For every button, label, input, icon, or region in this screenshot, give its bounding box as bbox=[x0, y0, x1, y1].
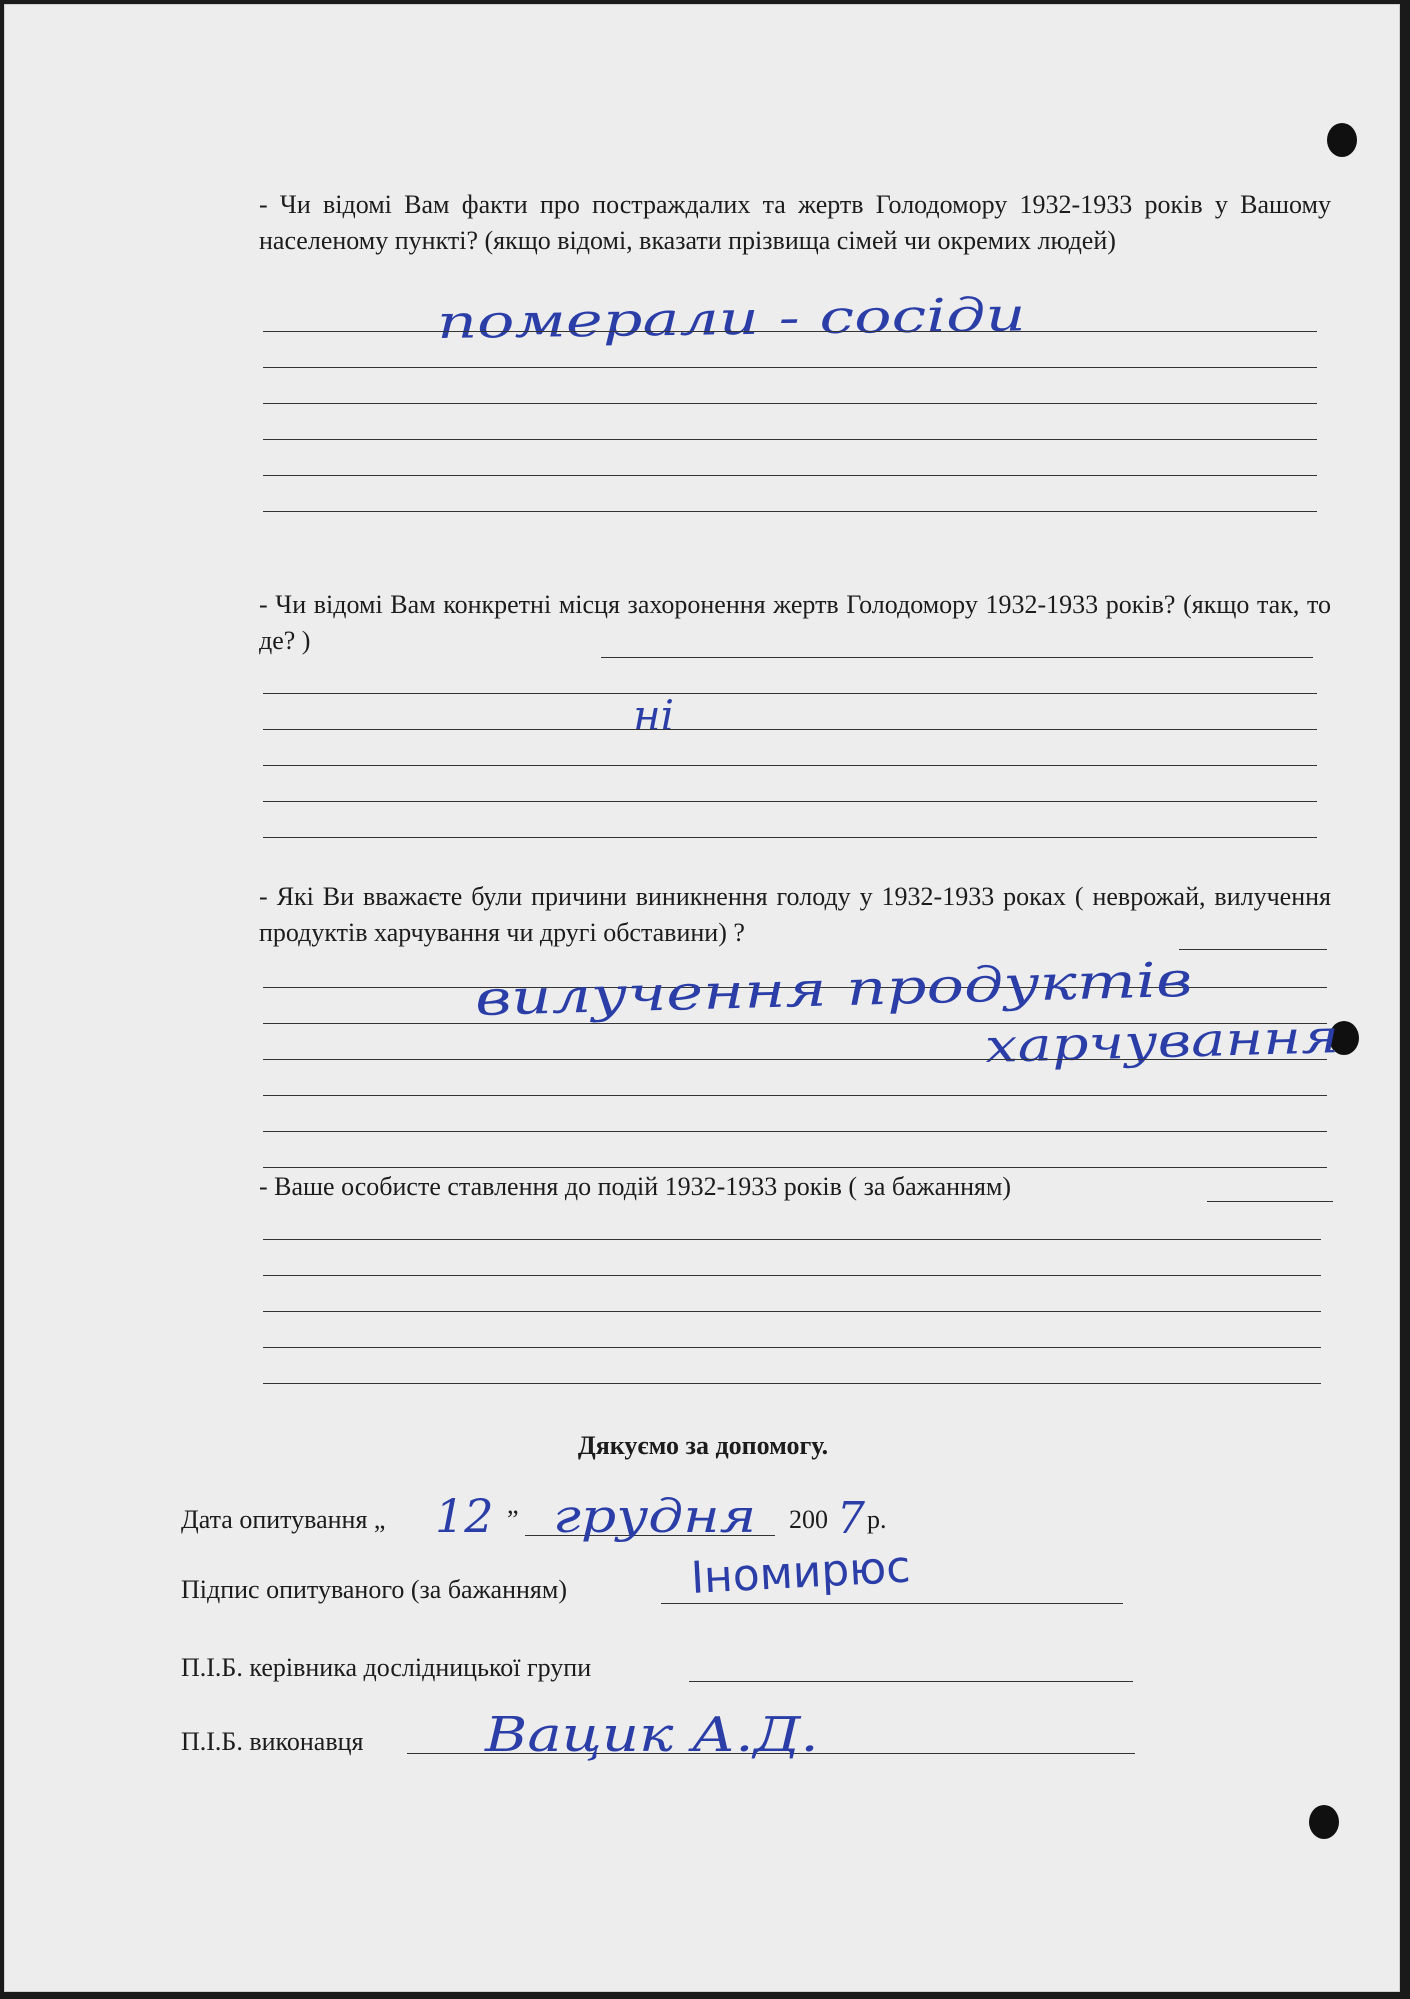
question-1-answer[interactable]: померали - сосіди bbox=[436, 287, 1027, 349]
answer-line bbox=[263, 1275, 1321, 1276]
question-1-text: - Чи відомі Вам факти про постраждалих та жертв Голодомору 1932-1933 років у Вашому населеному пункті? (якщо відомі, вказати прізвища сімей чи окремих людей) bbox=[259, 190, 1331, 255]
answer-line bbox=[601, 657, 1313, 658]
date-separator: ” bbox=[507, 1505, 519, 1534]
question-3-text: - Які Ви вважаєте були причини виникнення голоду у 1932-1933 роках ( неврожай, вилучення продуктів харчування чи другі обставини) ? bbox=[259, 882, 1331, 947]
executor-label: П.І.Б. виконавця bbox=[181, 1727, 364, 1756]
question-4-text: - Ваше особисте ставлення до подій 1932-1933 років ( за бажанням) bbox=[259, 1172, 1012, 1201]
answer-line bbox=[1179, 949, 1327, 950]
date-year-digit[interactable]: 7 bbox=[837, 1493, 865, 1544]
answer-line bbox=[263, 1059, 1327, 1060]
answer-line bbox=[263, 801, 1317, 802]
date-label: Дата опитування „ bbox=[181, 1505, 386, 1534]
date-day[interactable]: 12 bbox=[435, 1489, 494, 1543]
answer-line bbox=[263, 439, 1317, 440]
answer-line bbox=[263, 837, 1317, 838]
answer-line bbox=[263, 693, 1317, 694]
punch-hole-top bbox=[1327, 123, 1357, 157]
question-2-text: - Чи відомі Вам конкретні місця захоронення жертв Голодомору 1932-1933 років? (якщо так, то де? ) bbox=[259, 590, 1331, 655]
answer-line bbox=[263, 1095, 1327, 1096]
answer-line bbox=[263, 1311, 1321, 1312]
answer-line bbox=[263, 403, 1317, 404]
answer-line bbox=[263, 1239, 1321, 1240]
punch-hole-bottom bbox=[1309, 1805, 1339, 1839]
signature-line bbox=[661, 1603, 1123, 1604]
answer-line bbox=[263, 765, 1317, 766]
answer-line bbox=[1207, 1201, 1333, 1202]
signature-label: Підпис опитуваного (за бажанням) bbox=[181, 1575, 567, 1604]
answer-line bbox=[263, 1167, 1327, 1168]
answer-line bbox=[263, 729, 1317, 730]
supervisor-line bbox=[689, 1681, 1133, 1682]
question-3-answer-line-1[interactable]: вилучення продуктів bbox=[473, 951, 1194, 1027]
answer-line bbox=[263, 1383, 1321, 1384]
supervisor-label: П.І.Б. керівника дослідницької групи bbox=[181, 1653, 592, 1682]
date-year-prefix: 200 bbox=[789, 1505, 828, 1534]
answer-line bbox=[263, 367, 1317, 368]
answer-line bbox=[263, 475, 1317, 476]
date-month[interactable]: грудня bbox=[553, 1489, 757, 1543]
date-year-suffix: р. bbox=[867, 1505, 887, 1534]
executor-value[interactable]: Вацик А.Д. bbox=[485, 1707, 819, 1763]
question-2-answer[interactable]: ні bbox=[633, 691, 675, 740]
thanks-heading: Дякуємо за допомогу. bbox=[577, 1431, 829, 1460]
answer-line bbox=[263, 511, 1317, 512]
answer-line bbox=[263, 331, 1317, 332]
answer-line bbox=[263, 1347, 1321, 1348]
answer-line bbox=[263, 1131, 1327, 1132]
question-3-answer-line-2[interactable]: харчування bbox=[983, 1009, 1341, 1073]
signature-value[interactable]: Іномирюс bbox=[689, 1541, 912, 1604]
questionnaire-page bbox=[4, 4, 1400, 1992]
